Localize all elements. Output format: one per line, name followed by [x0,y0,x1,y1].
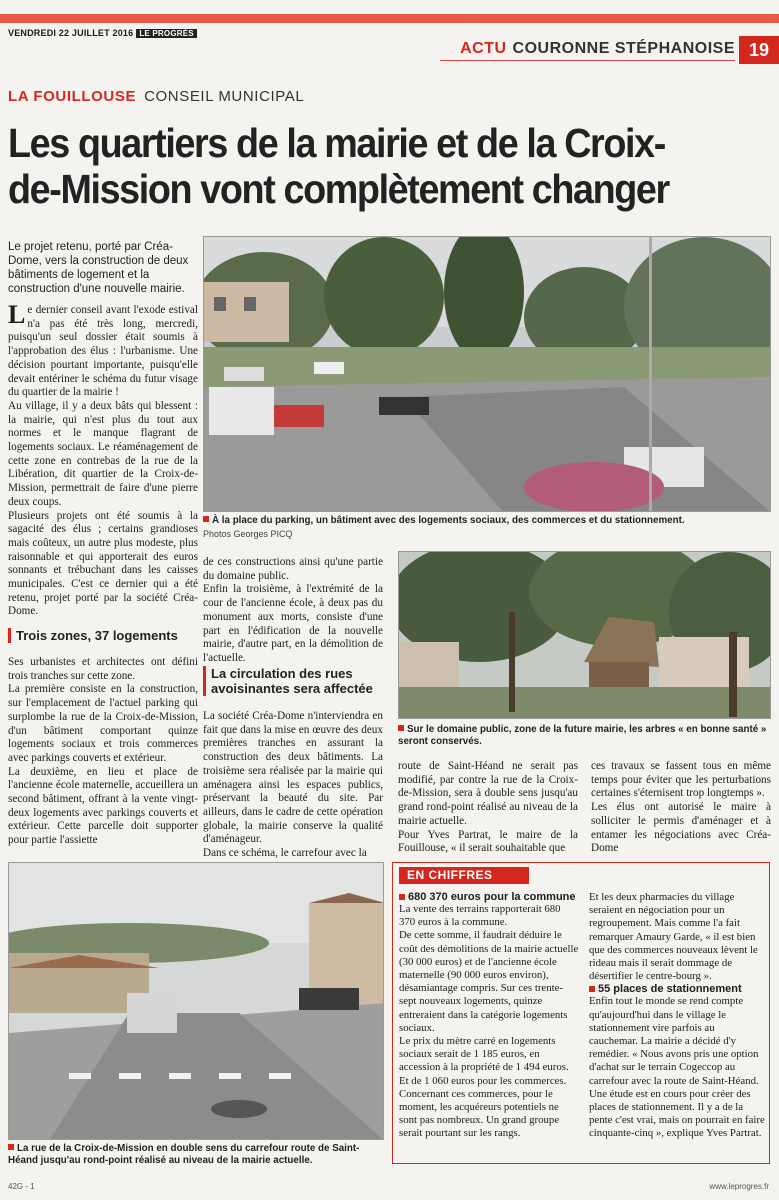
box-subhead-text: 55 places de stationnement [598,983,742,996]
caption-bullet [203,516,209,522]
box-paragraph: Le prix du mètre carré en logements sociaux serait de 1 185 euros, en accession à la propriété de 1 494 euros. Et de 1 060 euros pour les commerces. [399,1035,569,1087]
subhead-circulation [203,666,383,696]
paragraph: Les élus ont autorisé le maire à solliciter le permis d'aménager et à entamer les négociations avec Créa-Dome [591,801,771,855]
box-paragraph: Concernant ces commerces, pour le moment, les acquéreurs potentiels ne sont pas nombreux. Un grand groupe serait pourtant sur les rangs. [399,1087,560,1140]
paragraph: Au village, il y a deux bâts qui blessent : la mairie, qui n'est plus du tout aux normes et le manque flagrant de logements sociaux. Le réaménagement de cette zone en contrebas de la rue de la Libération, dit quartier de la Croix-de-Mission, permettrait de faire d'une pierre deux coups. [8,399,198,508]
subhead-line: La circulation des rues [211,666,353,681]
article-column-4 [591,760,771,856]
page-header [0,0,779,38]
box-subhead-text: 680 370 euros pour la commune [408,891,576,903]
paragraph: Le dernier conseil avant l'exode estival n'a pas été très long, mercredi, puisqu'un seul dossier était soumis à l'approbation des élus : l'urbanisme. Une décision pourtant importante, puisqu'elle devait entériner le schéma du futur visage du quartier de la mairie ! [8,300,198,399]
footer-url: www.leprogres.fr [709,1182,769,1191]
article-column-2b [203,710,383,861]
parking-photo-image [204,237,771,512]
dateline [8,28,197,38]
kicker [8,88,304,105]
paragraph: Ses urbanistes et architectes ont défini trois tranches sur cette zone. [8,656,198,682]
article-column-1b [8,656,198,848]
subhead-trois-zones: Trois zones, 37 logements [8,628,198,643]
photo-parking [203,236,771,512]
paragraph: Dans ce schéma, le carrefour avec la [203,847,367,860]
headline-line-1: Les quartiers de la mairie et de la Croix- [8,120,665,166]
street-photo-image [9,863,384,1140]
paragraph: Plusieurs projets ont été soumis à la sagacité des élus ; certains grandioses mais coûteux, un autre plus modeste, plus raisonnable et qui apporterait des euros sonnants et trébuchant dans les caisses municipales. C'est ce dernier qui a été retenu, projet porté par la société Créa-Dome. [8,509,198,618]
header-red-band [0,14,779,23]
footer-code: 42G - 1 [8,1182,35,1191]
paragraph: La deuxième, en lieu et place de l'ancienne école maternelle, accueillera un second bâtiment, offrant à la vente vingt-deux logements avec parkings couverts et extérieur. Cette parcelle doit supporter pour partie l'assiette [8,765,198,847]
photo-3-caption [8,1143,384,1167]
paragraph: ces travaux se fassent tous en même temps pour éviter que les perturbations certaines s'éternisent trop longtemps ». [591,760,771,800]
rubric-actu: ACTU [460,40,507,57]
box-paragraph: La vente des terrains rapporterait 680 370 euros à la commune. [399,903,561,929]
caption-bullet [8,1144,14,1150]
box-paragraph: De cette somme, il faudrait déduire le coût des démolitions de la mairie actuelle (30 000 euros) et de l'ancienne école maternelle (90 000 euros environ), désamiantage compris. Sur ces trente-sept nouveaux logements, quinze entreraient dans la catégorie logements sociaux. [399,929,579,1034]
article-column-2a [203,556,383,666]
box-paragraph: Enfin tout le monde se rend compte qu'aujourd'hui dans le village le stationnement vire parfois au cauchemar. La mairie a décidé d'y remédier. « Nous avons pris une option d'achat sur le terrain Cogeccop au carrefour avec la route de Saint-Héand. Une étude est en cours pour créer des places de stationnement. Il y a de la pente c'est vrai, mais on pourrait en faire cinquante-cinq », explique Yves Partrat. [589,995,765,1140]
caption-text: La rue de la Croix-de-Mission en double sens du carrefour route de Saint-Héand jusqu'au rond-point réalisé au niveau de la mairie actuelle. [8,1143,360,1166]
paragraph: Pour Yves Partrat, le maire de la Fouillouse, « il serait souhaitable que [398,828,578,855]
trees-photo-image [399,552,771,719]
article-column-3 [398,760,578,856]
rubric-name: COURONNE STÉPHANOISE [512,40,735,57]
photo-1-caption [203,515,771,527]
box-bullet [589,986,595,992]
caption-bullet [398,725,404,731]
box-column-2 [589,891,765,1141]
paragraph: La première consiste en la construction, sur l'emplacement de l'actuel parking qui surplombe la rue de la Croix-de-Mission, d'un bâtiment comportant quinze logements sociaux et trois commerces avec parkings couverts et extérieur. [8,683,198,764]
box-column-1 [399,891,579,1141]
kicker-place: LA FOUILLOUSE [8,88,137,105]
headline-line-2: de-Mission vont complètement changer [8,166,669,212]
rubric-divider [440,60,735,61]
kicker-section: CONSEIL MUNICIPAL [144,88,305,105]
box-title: EN CHIFFRES [399,867,529,884]
photo-domaine-public [398,551,771,719]
en-chiffres-box [392,862,770,1164]
paragraph: La société Créa-Dome n'interviendra en fait que dans la mise en œuvre des deux premières tranches en assurant la construction des deux bâtiments. La troisième sera réalisée par la mairie qui aménagera ainsi les espaces publics, préservant la beauté du site. Par ailleurs, dans le cadre de cette opération globale, la mairie conserve la qualité d'aménageur. [203,710,383,846]
article-column-1a [8,300,198,619]
article-lead: Le projet retenu, porté par Créa-Dome, vers la construction de deux bâtiments de logement et la construction d'une nouvelle mairie. [8,241,189,295]
subhead-line: avoisinantes sera affectée [211,681,373,696]
box-paragraph: Et les deux pharmacies du village seraient en négociation pour un regroupement. Mais comme l'a fait remarquer Amaury Garde, « il est bien que des commerces nouveaux lèvent le rideau mais il serait dommage de désertifier le centre-bourg ». [589,891,758,983]
page-number: 19 [739,36,779,64]
caption-text: À la place du parking, un bâtiment avec des logements sociaux, des commerces et du stationnement. [212,515,685,526]
newspaper-logo: LE PROGRÈS [136,29,196,38]
photo-2-caption [398,724,771,748]
photo-rue-croix-de-mission [8,862,384,1140]
paragraph: de ces constructions ainsi qu'une partie du domaine public. [203,556,383,582]
date-text: VENDREDI 22 JUILLET 2016 [8,28,134,38]
headline [8,120,772,212]
paragraph: Enfin la troisième, à l'extrémité de la cour de l'ancienne école, à deux pas du monument aux morts, consiste d'une part en l'édification de la nouvelle mairie, d'autre part, en la démolition de l'actuelle. [203,583,383,664]
paragraph: route de Saint-Héand ne serait pas modifié, par contre la rue de la Croix-de-Mission, sera à double sens jusqu'au grand rond-point réalisé au niveau de la mairie actuelle. [398,760,578,827]
photo-credit: Photos Georges PICQ [203,529,293,539]
section-rubric [460,40,735,58]
box-bullet [399,894,405,900]
box-subhead [589,983,765,995]
caption-text: Sur le domaine public, zone de la future mairie, les arbres « en bonne santé » seront conservés. [398,724,767,747]
box-subhead [399,891,579,903]
